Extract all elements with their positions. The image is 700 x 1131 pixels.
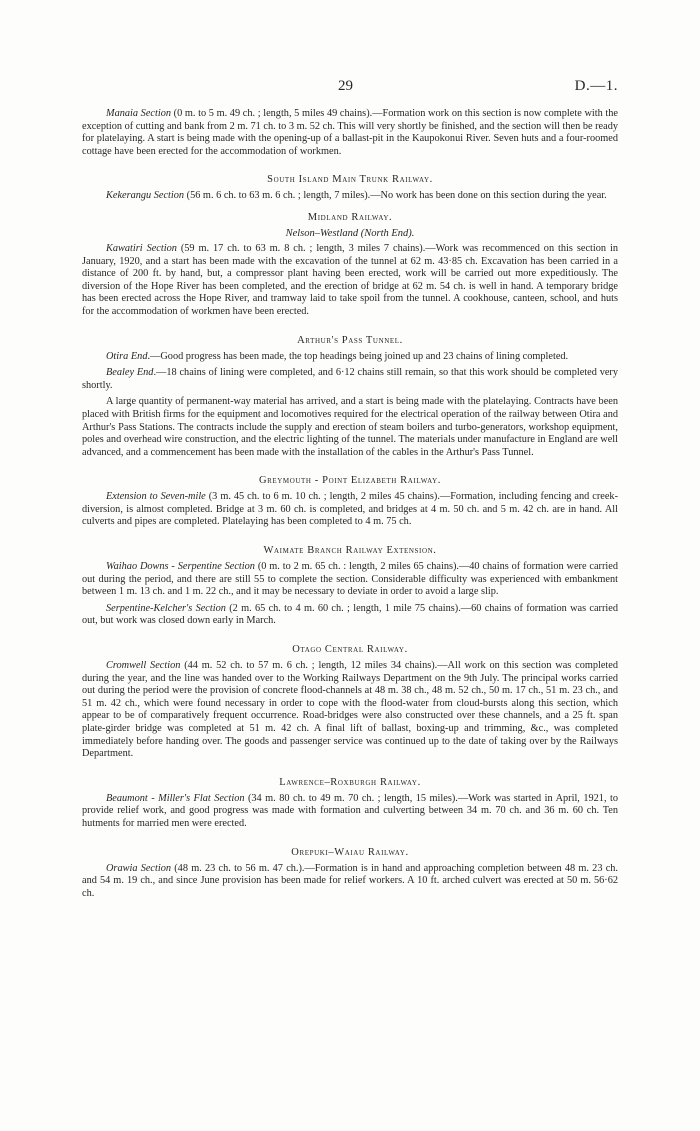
section-heading: Midland Railway. — [307, 211, 393, 223]
document-body — [82, 108, 618, 900]
paragraph-text: A large quantity of permanent-way material has arrived, and a start is being made with the platelaying. Contracts have been placed with British firms for the equipment and locomotives required for the electrical operation of the railway between Otira and Arthur's Pass Stations. The contracts include the supply and erection of steam boilers and turbo-generators, workshop equipment, poles and overhead wire construction, and the electric lighting of the tunnel. The materials under manufacture in England are well advanced, and a commencement has been made with the installation of the cables in the Arthur's Pass Tunnel. — [82, 396, 618, 458]
section-heading: Orepuki–Waiau Railway. — [291, 846, 409, 858]
page-number: 29 — [338, 78, 353, 94]
paragraph — [82, 561, 618, 599]
section-heading: Waimate Branch Railway Extension. — [263, 545, 437, 557]
section-name: Bealey End — [106, 367, 154, 379]
paragraph — [82, 367, 618, 392]
section-name: Cromwell Section — [106, 660, 181, 672]
paragraph — [82, 396, 618, 459]
paragraph — [82, 108, 618, 158]
document-reference: D.—1. — [574, 78, 618, 94]
paragraph-text: .—18 chains of lining were completed, and 6·12 chains still remain, so that this work should be completed very shortly. — [82, 367, 618, 391]
section-name: Waihao Downs - Serpentine Section — [106, 561, 255, 573]
paragraph-text: .—Good progress has been made, the top headings being joined up and 23 chains of lining completed. — [147, 350, 569, 362]
section-name: Kawatiri Section — [106, 242, 177, 254]
section-name: Extension to Seven-mile — [106, 491, 206, 503]
paragraph — [82, 351, 618, 364]
paragraph-text: (44 m. 52 ch. to 57 m. 6 ch. ; length, 12 miles 34 chains).—All work on this section was completed during the year, and the line was handed over to the Working Railways Department on the 9th July. The principal works carried out during the period were the provision of concrete flood-channels at 48 m. 38 ch., 48 m. 52 ch., 50 m. 17 ch., 51 m. 23 ch., and 51 m. 42 ch., which were found necessary in order to cope with the flood-water from cloud-bursts along this section, which appear to be of comparatively frequent occurrence. Road-bridges were also constructed over these channels, and a 25 ft. span plate-girder bridge was completed at 51 m. 42 ch. A final lift of ballast, boxing-up and trimming, &c., was completed immediately before handing over. The goods and passenger service was continued up to the date of taking over by the Railways Department. — [82, 660, 619, 760]
page-header — [0, 78, 700, 98]
section-name: Otira End — [106, 350, 148, 362]
paragraph-text: (59 m. 17 ch. to 63 m. 8 ch. ; length, 3 miles 7 chains).—Work was recommenced on this section in January, 1920, and a start has been made with the excavation of the tunnel at 62 m. 43·85 ch. Excavation has been carried in a distance of 200 ft. by hand, but, a compressor plant having been erected, work will be carried out more expeditiously. The diversion of the Hope River has been completed, and the erection of bridge at 62 m. 54 ch. is well in hand. A temporary bridge has been erected across the Hope River, and tramway laid to take spoil from the tunnel. A cookhouse, canteen, school, and huts for the accommodation of workmen have been erected. — [82, 242, 618, 317]
section-name: Manaia Section — [106, 108, 171, 119]
section-heading: Otago Central Railway. — [292, 644, 408, 656]
paragraph — [82, 243, 618, 319]
paragraph — [82, 660, 618, 761]
section-name: Beaumont - Miller's Flat Section — [106, 792, 245, 804]
section-heading: South Island Main Trunk Railway. — [267, 174, 433, 186]
paragraph — [82, 603, 618, 628]
paragraph-text: (3 m. 45 ch. to 6 m. 10 ch. ; length, 2 miles 45 chains).—Formation, including fencing and creek-diversion, is almost completed. Bridge at 3 m. 60 ch. is completed, and bridges at 4 m. 50 ch. and 5 m. 42 ch. are in hand. All culverts and pipes are completed. Platelaying has been completed to 4 m. 75 ch. — [82, 491, 618, 528]
paragraph — [82, 190, 618, 203]
section-heading: Arthur's Pass Tunnel. — [297, 334, 403, 346]
paragraph-text: (56 m. 6 ch. to 63 m. 6 ch. ; length, 7 miles).—No work has been done on this section during the year. — [184, 190, 607, 202]
section-heading: Greymouth - Point Elizabeth Railway. — [258, 475, 442, 487]
paragraph — [82, 491, 618, 529]
paragraph-text: (48 m. 23 ch. to 56 m. 47 ch.).—Formation is in hand and approaching completion between 48 m. 23 ch. and 54 m. 19 ch., and since June provision has been made for relief workers. A 10 ft. arched culvert was erected at 50 m. 56·62 ch. — [82, 862, 618, 899]
paragraph-text: (0 m. to 2 m. 65 ch. : length, 2 miles 65 chains).—40 chains of formation were carried out during the period, and there are still 55 to complete the section. Considerable difficulty was experienced with embankment between 1 m. 13 ch. and 1 m. 22 ch., and it may be necessary to deviate in order to avoid a large slip. — [82, 561, 618, 598]
section-name: Serpentine-Kelcher's Section — [106, 602, 226, 614]
paragraph — [82, 793, 618, 831]
section-name: Kekerangu Section — [106, 190, 185, 202]
paragraph-text: (2 m. 65 ch. to 4 m. 60 ch. ; length, 1 mile 75 chains).—60 chains of formation was carried out, but work was closed down early in March. — [82, 602, 618, 627]
paragraph-text: (34 m. 80 ch. to 49 m. 70 ch. ; length, 15 miles).—Work was started in April, 1921, to provide relief work, and good progress was made with formation and culverting between 34 m. 70 ch. and 36 m. 60 ch. Ten hutments for married men were erected. — [82, 792, 619, 829]
section-subheading: Nelson–Westland (North End). — [285, 227, 415, 239]
section-heading: Lawrence–Roxburgh Railway. — [279, 776, 421, 788]
paragraph — [82, 863, 618, 901]
paragraph-text: (0 m. to 5 m. 49 ch. ; length, 5 miles 49 chains).—Formation work on this section is now complete with the exception of cutting and bank from 2 m. 71 ch. to 3 m. 52 ch. This will very shortly be finished, and the section will then be ready for platelaying. A start is being made with the opening-up of a ballast-pit in the Kaupokonui River. Seven huts and a four-roomed cottage have been erected for the accommodation of workmen. — [82, 108, 618, 157]
section-name: Orawia Section — [106, 862, 172, 874]
